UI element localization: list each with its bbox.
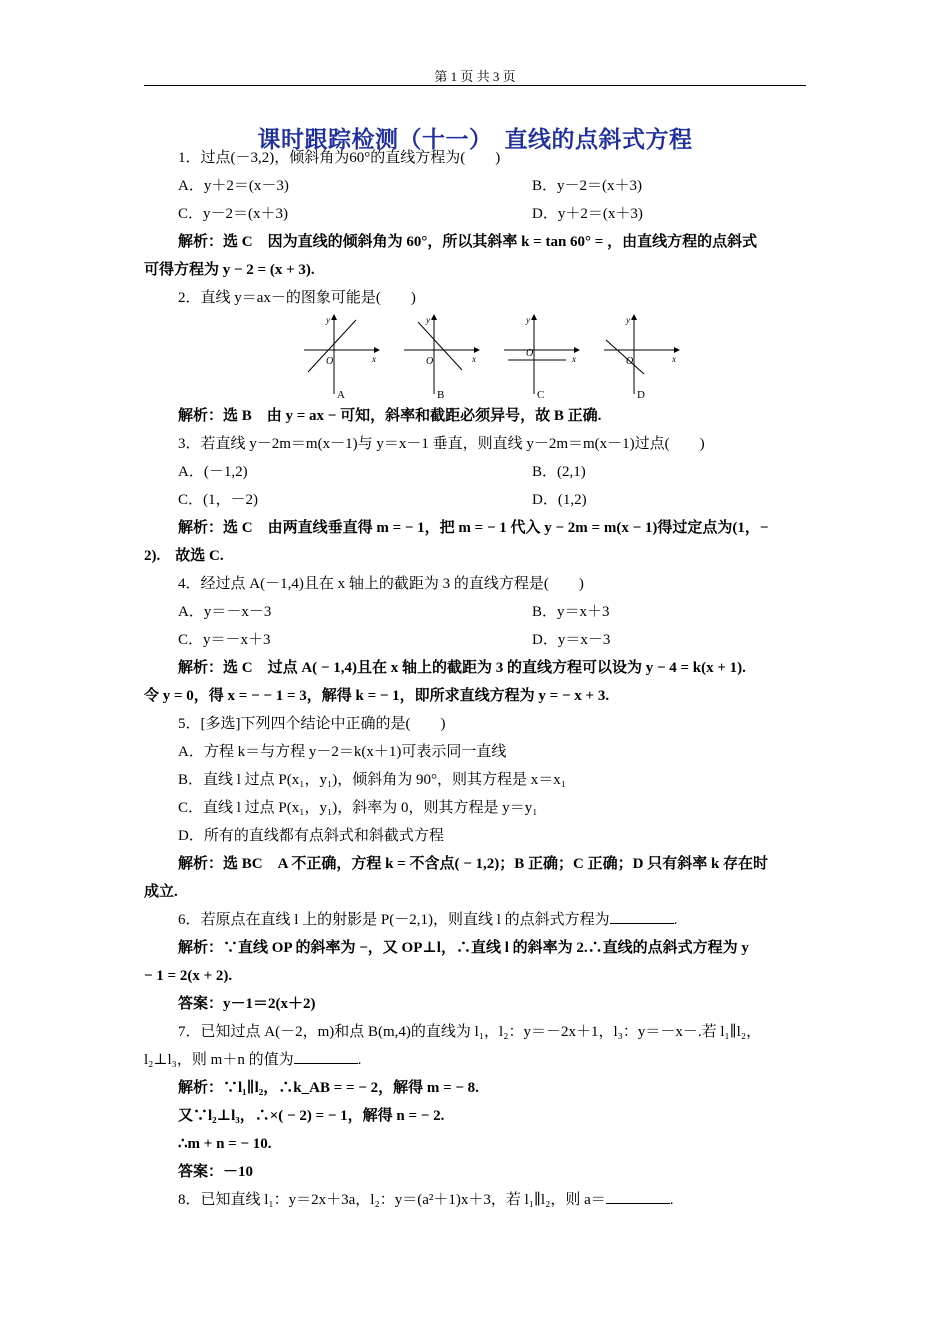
y-axis-label: y <box>426 315 430 325</box>
page-header: 第 1 页 共 3 页 <box>434 69 516 84</box>
origin-label: O <box>626 356 634 367</box>
graph-options-figure <box>144 312 808 402</box>
question-2: 2．直线 y＝ax－的图象可能是( ) <box>178 290 416 306</box>
x-axis-label: x <box>472 354 476 364</box>
option: C．y＝－x＋3 <box>178 632 271 648</box>
answer-blank <box>610 909 674 924</box>
question-1: 1．过点(－3,2)，倾斜角为60°的直线方程为( ) <box>178 150 501 166</box>
graph-panel-c <box>504 314 580 400</box>
panel-label: A <box>337 389 345 400</box>
option: A．(－1,2) <box>178 464 248 480</box>
question-7-text: l₂⊥l₃，则 m＋n 的值为 <box>144 1052 294 1068</box>
panel-label: D <box>637 389 645 400</box>
graph-panel-d <box>604 314 680 400</box>
solution-1: 解析：选 C 因为直线的倾斜角为 60°，所以其斜率 k = tan 60° = ，由直线方程的点斜式 <box>178 234 758 250</box>
question-6-text: 6．若原点在直线 l 上的射影是 P(－2,1)，则直线 l 的点斜式方程为 <box>178 912 610 928</box>
y-axis-label: y <box>526 315 530 325</box>
option: D．y＋2＝(x＋3) <box>532 206 643 222</box>
option: B．y－2＝(x＋3) <box>532 178 642 194</box>
option: D．所有的直线都有点斜式和斜截式方程 <box>178 828 444 844</box>
origin-label: O <box>526 348 534 359</box>
option: A．方程 k＝与方程 y－2＝k(x＋1)可表示同一直线 <box>178 744 507 760</box>
option: D．(1,2) <box>532 492 587 508</box>
document-body <box>144 144 808 1214</box>
option: D．y＝x－3 <box>532 632 611 648</box>
solution-5-cont: 成立. <box>144 884 178 900</box>
question-4: 4．经过点 A(－1,4)且在 x 轴上的截距为 3 的直线方程是( ) <box>178 576 584 592</box>
answer-6: 答案：y－1＝2(x＋2) <box>178 996 316 1012</box>
page-title: 课时跟踪检测（十一） 直线的点斜式方程 <box>257 127 693 152</box>
answer-7: 答案：－10 <box>178 1164 254 1180</box>
solution-1-cont: 可得方程为 y − 2 = (x + 3). <box>144 262 315 278</box>
option: B．(2,1) <box>532 464 586 480</box>
y-axis-label: y <box>626 315 630 325</box>
origin-label: O <box>426 356 434 367</box>
answer-blank <box>606 1189 670 1204</box>
option: A．y＝－x－3 <box>178 604 272 620</box>
options-row <box>144 626 808 654</box>
graph-panel-b <box>404 314 480 400</box>
question-3: 3．若直线 y－2m＝m(x－1)与 y＝x－1 垂直，则直线 y－2m＝m(x－1)过点( ) <box>178 436 705 452</box>
solution-6: 解析：∵直线 OP 的斜率为 −，又 OP⊥l，∴直线 l 的斜率为 2.∴直线的点斜式方程为 y <box>178 940 749 956</box>
solution-7-step: ∴m + n = − 10. <box>178 1136 272 1152</box>
x-axis-label: x <box>572 354 576 364</box>
option: C．(1，－2) <box>178 492 258 508</box>
solution-3-cont: 2). 故选 C. <box>144 548 224 564</box>
question-7: 7．已知过点 A(－2，m)和点 B(m,4)的直线为 l₁，l₂：y＝－2x＋1，l₃：y＝－x－.若 l₁∥l₂， <box>178 1024 762 1040</box>
options-row <box>144 458 808 486</box>
option: B．y＝x＋3 <box>532 604 610 620</box>
x-axis-label: x <box>372 354 376 364</box>
solution-4-cont: 令 y = 0，得 x = − − 1 = 3，解得 k = − 1，即所求直线方程为 y = − x + 3. <box>144 688 610 704</box>
header-rule <box>144 85 806 86</box>
graph-panel-a <box>304 314 380 400</box>
answer-blank <box>294 1049 358 1064</box>
question-6: 6．若原点在直线 l 上的射影是 P(－2,1)，则直线 l 的点斜式方程为 . <box>144 906 808 934</box>
option: C．直线 l 过点 P(x₁，y₁)，斜率为 0，则其方程是 y＝y₁ <box>178 800 538 816</box>
y-axis-label: y <box>326 315 330 325</box>
options-row <box>144 598 808 626</box>
option: C．y－2＝(x＋3) <box>178 206 288 222</box>
solution-6-cont: − 1 = 2(x + 2). <box>144 968 233 984</box>
graph-options-svg <box>304 312 684 400</box>
origin-label: O <box>326 356 334 367</box>
solution-7-step: 又∵l₂⊥l₃，∴×( − 2) = − 1，解得 n = − 2. <box>178 1108 445 1124</box>
solution-3: 解析：选 C 由两直线垂直得 m = − 1，把 m = − 1 代入 y − 2m = m(x − 1)得过定点为(1，− <box>178 520 769 536</box>
question-8-text: 8．已知直线 l₁：y＝2x＋3a，l₂：y＝(a²＋1)x＋3，若 l₁∥l₂，则 a＝ <box>178 1192 606 1208</box>
solution-7: 解析：∵l₁∥l₂，∴k_AB = = − 2，解得 m = − 8. <box>178 1080 479 1096</box>
solution-2: 解析：选 B 由 y = ax − 可知，斜率和截距必须异号，故 B 正确. <box>178 408 602 424</box>
question-8: 8．已知直线 l₁：y＝2x＋3a，l₂：y＝(a²＋1)x＋3，若 l₁∥l₂，则 a＝ . <box>144 1186 808 1214</box>
question-7-cont: l₂⊥l₃，则 m＋n 的值为 . <box>144 1046 808 1074</box>
panel-label: B <box>437 389 445 400</box>
options-row <box>144 486 808 514</box>
option: A．y＋2＝(x－3) <box>178 178 289 194</box>
solution-5: 解析：选 BC A 不正确，方程 k = 不含点( − 1,2)；B 正确；C 正确；D 只有斜率 k 存在时 <box>178 856 769 872</box>
option: B．直线 l 过点 P(x₁，y₁)，倾斜角为 90°，则其方程是 x＝x₁ <box>178 772 566 788</box>
options-row <box>144 200 808 228</box>
options-row <box>144 172 808 200</box>
x-axis-label: x <box>672 354 676 364</box>
question-5: 5．[多选]下列四个结论中正确的是( ) <box>178 716 446 732</box>
solution-4: 解析：选 C 过点 A( − 1,4)且在 x 轴上的截距为 3 的直线方程可以设为 y − 4 = k(x + 1). <box>178 660 746 676</box>
panel-label: C <box>537 389 545 400</box>
